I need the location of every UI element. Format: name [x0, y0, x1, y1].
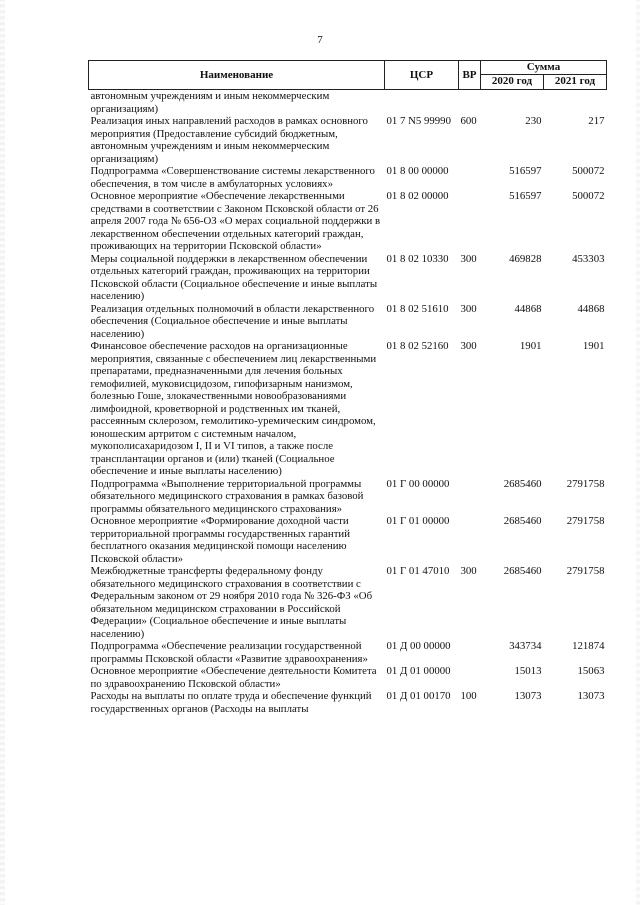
row-amount-2020: 516597	[509, 165, 542, 177]
row-csr-code: 01 Г 01 00000	[386, 515, 450, 527]
row-name: Реализация отдельных полномочий в области лекарственного обеспечения (Социальное обеспечение и иные выплаты населению)	[90, 302, 375, 340]
row-amount-2021: 453303	[572, 252, 605, 265]
row-name: Реализация иных направлений расходов в рамках основного мероприятия (Предоставление субсидий бюджетным, автономным учреждениям и иным некоммерческим организациям)	[90, 115, 368, 165]
row-name: Межбюджетные трансферты федеральному фонду обязательного медицинского страхования в соответствии с Федеральным законом от 29 ноября 2010 года № 326-ФЗ «Об обязательном медицинском страховании в Российской Федерации» (Социальное обеспечение и иные выплаты населению)	[90, 565, 373, 640]
table-row	[89, 115, 607, 165]
row-vr-code	[459, 640, 481, 665]
row-amount-2020: 516597	[509, 190, 542, 202]
row-amount-2020: 2685460	[503, 477, 542, 490]
row-name: Расходы на выплаты по оплате труда и обеспечение функций государственных органов (Расходы на выплаты	[90, 690, 372, 715]
row-csr-code: 01 7 N5 99990	[386, 115, 451, 127]
row-vr-code	[459, 515, 481, 565]
row-amount-2021: 2791758	[566, 515, 605, 527]
scan-edge-right	[636, 0, 640, 905]
row-amount-2021: 2791758	[566, 565, 605, 577]
row-vr-code	[459, 165, 481, 190]
row-csr-code: 01 Г 01 47010	[386, 565, 450, 577]
row-name: Основное мероприятие «Формирование доходной части территориальной программы государственных гарантий бесплатного оказания медицинской помощи населению Псковской области»	[90, 515, 350, 565]
row-name: Основное мероприятие «Обеспечение деятельности Комитета по здравоохранению Псковской области»	[90, 665, 377, 690]
row-amount-2020: 230	[525, 115, 542, 127]
row-vr-code	[459, 478, 481, 516]
row-csr-code: 01 Г 00 00000	[386, 477, 450, 490]
row-amount-2021: 217	[588, 115, 605, 127]
table-header	[89, 61, 607, 90]
row-vr-code	[459, 190, 481, 253]
table-row	[89, 90, 607, 116]
header-name: Наименование	[89, 61, 385, 90]
table-row	[89, 690, 607, 715]
table-row	[89, 478, 607, 516]
row-vr-code: 300	[460, 340, 477, 352]
row-csr-code: 01 8 00 00000	[386, 165, 449, 177]
row-amount-2020: 1901	[519, 340, 542, 352]
scan-edge-left	[0, 0, 5, 905]
row-csr-code: 01 8 02 00000	[386, 190, 449, 202]
header-year-2021: 2021 год	[544, 74, 607, 89]
row-vr-code	[459, 90, 481, 116]
row-csr-code: 01 Д 01 00170	[386, 690, 451, 702]
row-amount-2021: 44868	[577, 302, 605, 315]
header-vr: ВР	[459, 61, 481, 90]
row-vr-code: 600	[460, 115, 477, 127]
row-csr-code: 01 8 02 10330	[386, 252, 449, 265]
row-amount-2021: 13073	[577, 690, 605, 702]
table-row	[89, 190, 607, 253]
row-amount-2020: 343734	[509, 640, 542, 652]
row-name: Финансовое обеспечение расходов на организационные мероприятия, связанные с обеспечением лиц лекарственными препаратами, предназначенными для лечения больных гемофилией, муковисцидозом, гипофизарным нанизмом, болезнью Гоше, злокачественными новообразованиями лимфоидной, кроветворной и родственных им тканей, рассеянным склерозом, гемолитико-уремическим синдромом, юношеским артритом с системным началом, мукополисахаридозом I, II и VI типов, а также после трансплантации органов и (или) тканей (Социальное обеспечение и иные выплаты населению)	[90, 340, 377, 477]
table-row	[89, 515, 607, 565]
row-csr-code	[385, 90, 459, 116]
row-name: автономным учреждениям и иным некоммерческим организациям)	[90, 90, 330, 115]
row-vr-code: 300	[460, 302, 477, 315]
row-amount-2021: 121874	[572, 640, 605, 652]
table-row	[89, 340, 607, 478]
row-amount-2021: 500072	[572, 190, 605, 202]
page-number: 7	[317, 34, 323, 46]
row-name: Подпрограмма «Выполнение территориальной программы обязательного медицинского страхования в рамках базовой программы обязательного медицинского страхования»	[90, 477, 364, 515]
row-name: Подпрограмма «Обеспечение реализации государственной программы Псковской области «Развитие здравоохранения»	[90, 640, 368, 665]
header-csr: ЦСР	[385, 61, 459, 90]
row-amount-2020: 469828	[509, 252, 542, 265]
row-vr-code: 300	[460, 252, 477, 265]
row-csr-code: 01 Д 01 00000	[386, 665, 451, 677]
table-row	[89, 253, 607, 303]
header-year-2020: 2020 год	[481, 74, 544, 89]
table-row	[89, 303, 607, 341]
row-vr-code	[459, 665, 481, 690]
row-amount-2020: 13073	[514, 690, 542, 702]
row-vr-code: 300	[460, 565, 477, 577]
row-amount-2021	[544, 90, 607, 116]
table-body	[89, 90, 607, 716]
row-name: Меры социальной поддержки в лекарственном обеспечении отдельных категорий граждан, проживающих на территории Псковской области (Социальное обеспечение и иные выплаты населению)	[90, 252, 378, 302]
header-sum: Сумма	[481, 61, 607, 75]
row-amount-2020	[481, 90, 544, 116]
budget-table	[88, 60, 607, 715]
row-vr-code: 100	[460, 690, 477, 702]
table-row	[89, 165, 607, 190]
row-amount-2021: 15063	[577, 665, 605, 677]
row-amount-2020: 15013	[514, 665, 542, 677]
table-row	[89, 640, 607, 665]
table-row	[89, 565, 607, 640]
row-csr-code: 01 Д 00 00000	[386, 640, 451, 652]
row-amount-2020: 2685460	[503, 515, 542, 527]
row-csr-code: 01 8 02 51610	[386, 302, 449, 315]
row-csr-code: 01 8 02 52160	[386, 340, 449, 352]
table-row	[89, 665, 607, 690]
row-name: Подпрограмма «Совершенствование системы лекарственного обеспечения, в том числе в амбулаторных условиях»	[90, 165, 375, 190]
row-amount-2021: 500072	[572, 165, 605, 177]
row-amount-2020: 2685460	[503, 565, 542, 577]
row-name: Основное мероприятие «Обеспечение лекарственными средствами в соответствии с Законом Псковской области от 26 апреля 2007 года № 656-ОЗ «О мерах социальной поддержки в лекарственном обеспечении отдельных категорий граждан, проживающих на территории Псковской области»	[90, 190, 381, 252]
row-amount-2020: 44868	[514, 302, 542, 315]
row-amount-2021: 1901	[582, 340, 605, 352]
row-amount-2021: 2791758	[566, 477, 605, 490]
